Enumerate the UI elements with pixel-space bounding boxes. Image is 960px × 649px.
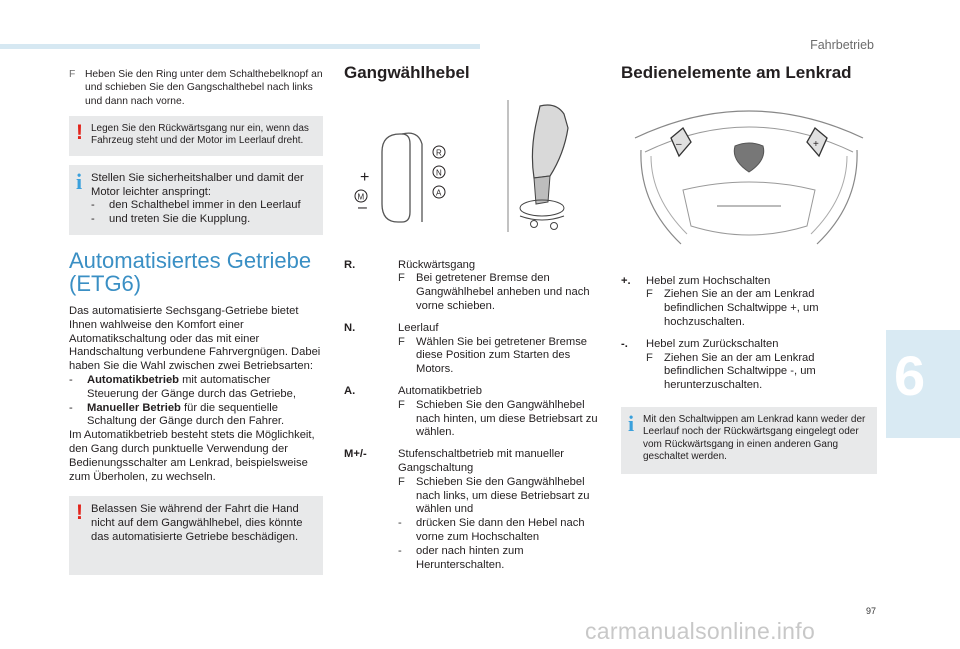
page-number: 97 bbox=[865, 606, 876, 616]
gear-definition-n bbox=[344, 322, 600, 377]
paddle-instruction-text: Ziehen Sie an der am Lenkrad befindlichen Schaltwippe +, um hochzuschalten. bbox=[664, 288, 819, 328]
mode-item bbox=[69, 374, 323, 402]
warning-text: Legen Sie den Rückwärtsgang nur ein, wenn das Fahrzeug steht und der Motor im Leerlauf dreht. bbox=[91, 122, 309, 147]
gear-instruction-text: oder nach hinten zum Herunterschalten. bbox=[416, 544, 524, 571]
pointer-icon: F bbox=[398, 398, 405, 411]
dash-bullet: - bbox=[91, 199, 95, 212]
gear-key: N. bbox=[344, 321, 356, 334]
mode-item bbox=[69, 402, 323, 430]
mode-text bbox=[87, 374, 323, 402]
gear-definition-r bbox=[344, 259, 600, 314]
instruction-step bbox=[69, 68, 323, 108]
paddle-instruction bbox=[646, 352, 877, 393]
gate-label-r: R bbox=[436, 148, 442, 158]
warning-box-hand bbox=[69, 496, 323, 574]
mode-name: Manueller Betrieb bbox=[87, 401, 181, 414]
list-item bbox=[91, 199, 315, 213]
info-icon: i bbox=[76, 168, 83, 194]
gear-definition-a bbox=[344, 385, 600, 440]
paddle-definition-plus bbox=[621, 275, 877, 330]
pointer-icon: F bbox=[398, 475, 405, 488]
paddle-plus-label: + bbox=[813, 138, 819, 150]
info-icon: i bbox=[628, 410, 635, 436]
gear-lever-base bbox=[520, 216, 564, 220]
paddle-label: Hebel zum Zurückschalten bbox=[646, 337, 779, 350]
dash-bullet: - bbox=[398, 544, 402, 557]
gear-instruction bbox=[398, 517, 600, 545]
watermark-text: carmanualsonline.info bbox=[585, 618, 816, 644]
button-marker-icon bbox=[551, 222, 558, 229]
gear-key: A. bbox=[344, 384, 356, 397]
paddle-definition-minus bbox=[621, 338, 877, 393]
gear-instruction bbox=[398, 476, 600, 517]
steering-wheel-figure bbox=[621, 94, 877, 252]
gear-instruction bbox=[398, 545, 600, 573]
gear-label: Rückwärtsgang bbox=[398, 258, 476, 271]
info-text: Mit den Schaltwippen am Lenkrad kann weder der Leerlauf noch der Rückwärtsgang eingelegt oder vom Rückwärtsgang in einen anderen Gang geschaltet werden. bbox=[643, 413, 866, 463]
header-accent-bar bbox=[0, 44, 480, 49]
dash-bullet: - bbox=[398, 517, 402, 530]
section-title-gear-selector: Gangwählhebel bbox=[344, 63, 470, 82]
paddle-key: +. bbox=[621, 274, 631, 287]
paddle-label: Hebel zum Hochschalten bbox=[646, 274, 771, 287]
page-header-title: Fahrbetrieb bbox=[810, 38, 874, 52]
info-box-safety bbox=[69, 165, 323, 235]
gear-instruction-text: Wählen Sie bei getretener Bremse diese Position zum Starten des Motors. bbox=[416, 335, 588, 376]
warning-box-reverse bbox=[69, 116, 323, 156]
intro-paragraph: Das automatisierte Sechsgang-Getriebe bietet Ihnen wahlweise den Komfort einer Automatikschaltung oder das mit einer Handschaltung verbundene Fahrvergnügen. Dabei haben Sie die Wahl zwischen zwei Betriebsarten: bbox=[69, 305, 321, 373]
gear-key: R. bbox=[344, 258, 356, 271]
wheel-hub-outline bbox=[683, 182, 815, 235]
gear-label: Automatikbetrieb bbox=[398, 384, 482, 397]
gear-instruction-text: Schieben Sie den Gangwählhebel nach links, um diese Betriebsart zu wählen und bbox=[416, 475, 590, 516]
column-middle bbox=[344, 63, 600, 580]
brand-lion-logo bbox=[734, 143, 763, 172]
pointer-icon: F bbox=[69, 69, 76, 80]
section-title-steering-controls: Bedienelemente am Lenkrad bbox=[621, 63, 852, 82]
gear-instruction-text: Bei getretener Bremse den Gangwählhebel anheben und nach vorne schieben. bbox=[416, 272, 590, 312]
pointer-icon: F bbox=[398, 335, 405, 348]
paddle-key: -. bbox=[621, 337, 628, 350]
column-left bbox=[69, 68, 323, 584]
gate-label-a: A bbox=[436, 188, 442, 198]
warning-text: Belassen Sie während der Fahrt die Hand nicht auf dem Gangwählhebel, dies könnte das automatisierte Getriebe beschädigen. bbox=[91, 503, 303, 544]
button-marker-icon bbox=[531, 220, 538, 227]
list-item-text: den Schalthebel immer in den Leerlauf bbox=[109, 199, 301, 212]
list-item bbox=[91, 213, 315, 227]
gear-definition-m bbox=[344, 448, 600, 572]
gate-label-m: M bbox=[357, 192, 365, 202]
dash-bullet: - bbox=[69, 374, 73, 387]
gear-instruction bbox=[398, 272, 600, 313]
pointer-icon: F bbox=[646, 288, 653, 301]
pointer-icon: F bbox=[646, 351, 653, 364]
gear-instruction bbox=[398, 399, 600, 440]
mode-text bbox=[87, 402, 323, 430]
instruction-text: Heben Sie den Ring unter dem Schalthebelknopf an und schieben Sie den Gangschalthebel nach links und dann nach vorne. bbox=[85, 69, 323, 107]
gear-instruction-text: drücken Sie dann den Hebel nach vorne zum Hochschalten bbox=[416, 517, 585, 543]
warning-icon: ! bbox=[76, 501, 83, 525]
gate-label-minus: – bbox=[358, 198, 367, 216]
gear-label: Leerlauf bbox=[398, 321, 439, 334]
mode-name: Automatikbetrieb bbox=[87, 374, 179, 387]
list-item-text: und treten Sie die Kupplung. bbox=[109, 213, 251, 226]
gear-instruction bbox=[398, 336, 600, 377]
dash-bullet: - bbox=[69, 401, 73, 414]
gate-label-n: N bbox=[436, 168, 442, 178]
gear-selector-figure bbox=[344, 94, 600, 244]
pointer-icon: F bbox=[398, 272, 405, 285]
outro-paragraph: Im Automatikbetrieb besteht stets die Möglichkeit, den Gang durch punktuelle Verwendung der Bedienungsschalter am Lenkrad, beispielsweise zum Überholen, zu wechseln. bbox=[69, 429, 315, 483]
chapter-number: 6 bbox=[894, 344, 926, 407]
mode-description: mit automatischer Steuerung der Gänge durch das Getriebe, bbox=[87, 374, 296, 400]
dash-bullet: - bbox=[91, 213, 95, 226]
gear-instruction-text: Schieben Sie den Gangwählhebel nach hinten, um diese Betriebsart zu wählen. bbox=[416, 398, 598, 439]
mode-description: für die sequentielle Schaltung der Gänge durch den Fahrer. bbox=[87, 401, 285, 428]
gear-key: M+/- bbox=[344, 448, 367, 461]
info-intro: Stellen Sie sicherheitshalber und damit der Motor leichter anspringt: bbox=[91, 171, 304, 198]
section-title-etg6: Automatisiertes Getriebe (ETG6) bbox=[69, 248, 312, 297]
gate-slot-outline bbox=[382, 134, 410, 222]
paddle-minus-label: – bbox=[676, 138, 682, 150]
paddle-instruction bbox=[646, 288, 877, 329]
column-right bbox=[621, 63, 877, 483]
info-box-paddles bbox=[621, 407, 877, 474]
paddle-instruction-text: Ziehen Sie an der am Lenkrad befindlichen Schaltwippe -, um herunterzuschalten. bbox=[664, 351, 816, 392]
gate-slot-outline bbox=[402, 133, 422, 222]
gear-label: Stufenschaltbetrieb mit manueller Gangschaltung bbox=[398, 448, 565, 474]
warning-icon: ! bbox=[76, 120, 83, 144]
gate-label-plus: + bbox=[360, 168, 370, 186]
gear-lever-knob bbox=[532, 105, 568, 178]
wheel-rim-outline bbox=[635, 111, 863, 138]
